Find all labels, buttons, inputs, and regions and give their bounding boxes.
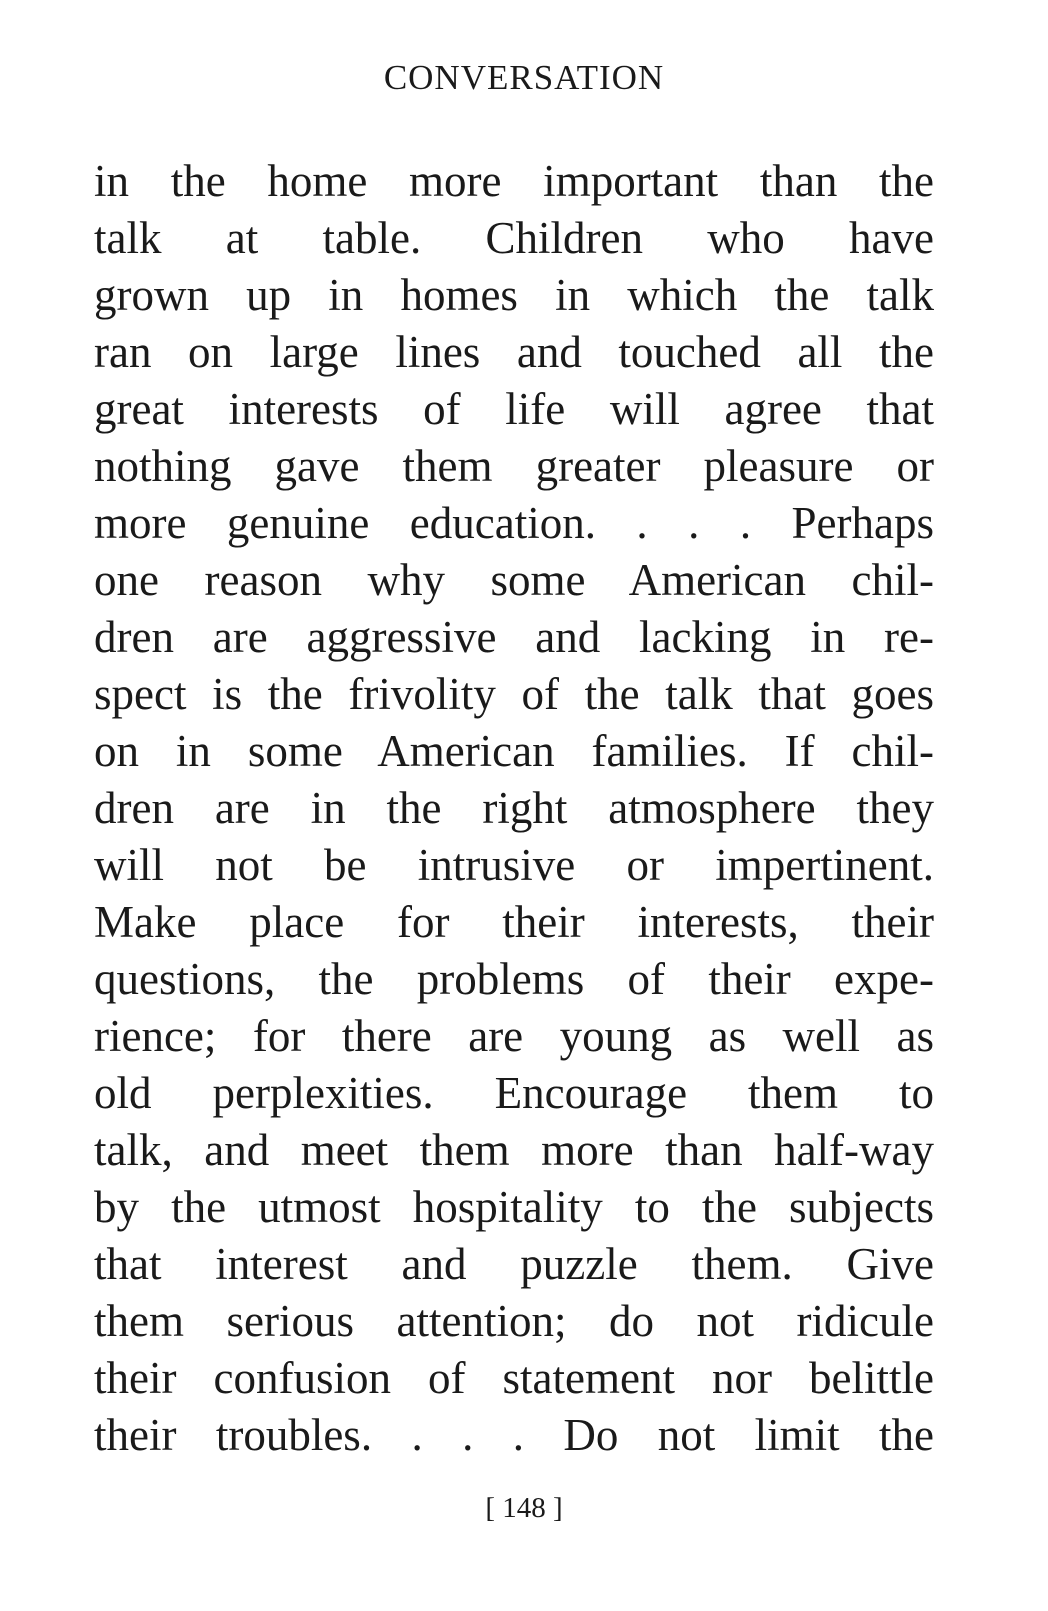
text-line: questions, the problems of their expe-	[94, 954, 934, 1004]
text-line: talk, and meet them more than half-way	[94, 1125, 934, 1175]
text-line: will not be intrusive or impertinent.	[94, 840, 934, 890]
text-line: dren are in the right atmosphere they	[94, 783, 934, 833]
text-line: spect is the frivolity of the talk that goes	[94, 669, 934, 719]
text-line: them serious attention; do not ridicule	[94, 1296, 934, 1346]
text-line: in the home more important than the	[94, 156, 934, 206]
text-line: more genuine education. . . . Perhaps	[94, 498, 934, 548]
text-line: talk at table. Children who have	[94, 213, 934, 263]
running-head: CONVERSATION	[383, 58, 665, 97]
text-line: their troubles. . . . Do not limit the	[94, 1410, 934, 1460]
body-text	[94, 153, 934, 1464]
text-line: by the utmost hospitality to the subjects	[94, 1182, 934, 1232]
text-line: nothing gave them greater pleasure or	[94, 441, 934, 491]
text-line: one reason why some American chil-	[94, 555, 934, 605]
text-line: their confusion of statement nor belittle	[94, 1353, 934, 1403]
text-line: that interest and puzzle them. Give	[94, 1239, 934, 1289]
page-number: [ 148 ]	[485, 1492, 563, 1524]
text-line: grown up in homes in which the talk	[94, 270, 934, 320]
text-line: great interests of life will agree that	[94, 384, 934, 434]
text-line: dren are aggressive and lacking in re-	[94, 612, 934, 662]
text-line: old perplexities. Encourage them to	[94, 1068, 934, 1118]
text-line: on in some American families. If chil-	[94, 726, 934, 776]
text-line: rience; for there are young as well as	[94, 1011, 934, 1061]
text-line: ran on large lines and touched all the	[94, 327, 934, 377]
text-line: Make place for their interests, their	[94, 897, 934, 947]
